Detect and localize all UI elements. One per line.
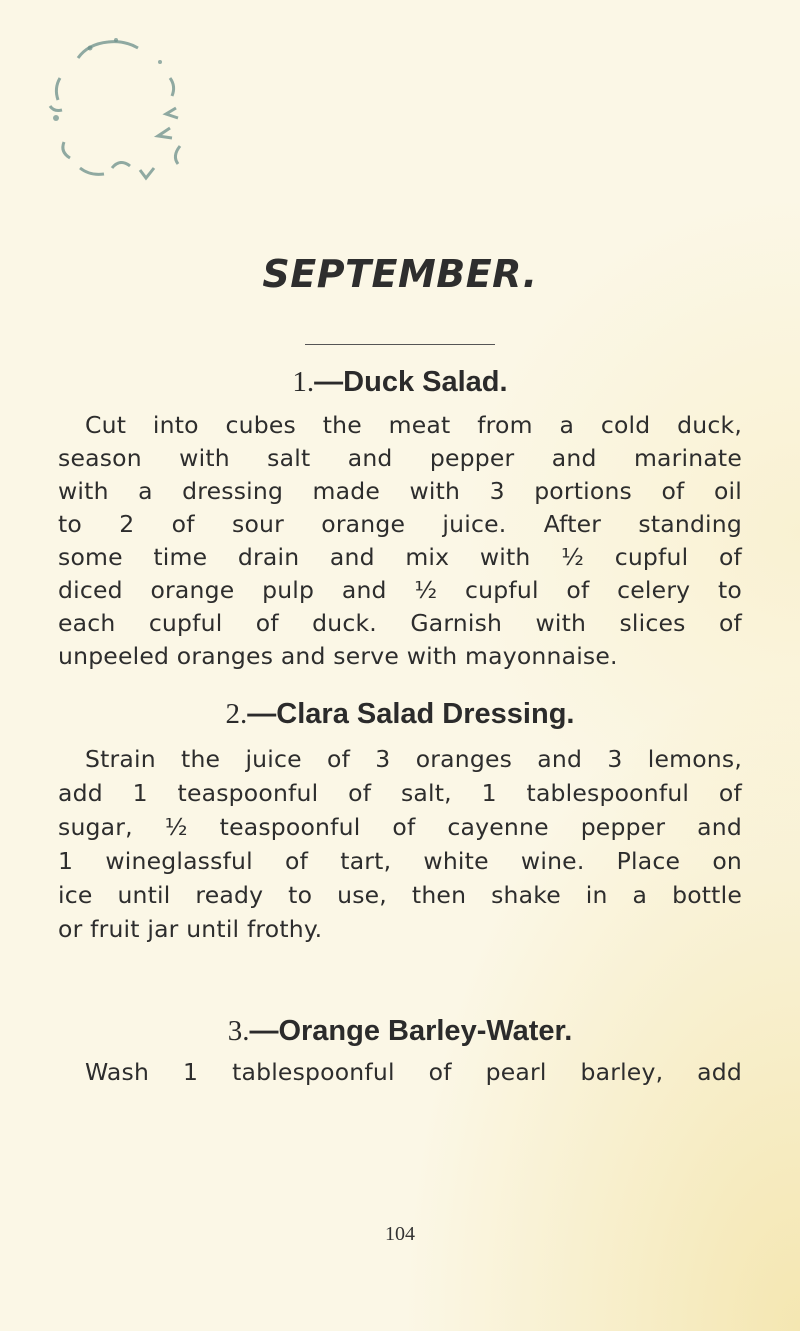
text-line: some time drain and mix with ½ cupful of — [58, 543, 742, 571]
text-line: to 2 of sour orange juice. After standing — [58, 510, 742, 538]
text-line: Wash 1 tablespoonful of pearl barley, add — [85, 1058, 742, 1086]
recipe-number: 3. — [227, 1015, 250, 1047]
text-line: 1 wineglassful of tart, white wine. Place on — [58, 847, 742, 875]
text-line: or fruit jar until frothy. — [58, 915, 323, 943]
text-line: each cupful of duck. Garnish with slices of — [58, 609, 742, 637]
recipe-title — [0, 698, 800, 731]
text-line: unpeeled oranges and serve with mayonnaise. — [58, 642, 618, 670]
recipe-title — [0, 1015, 800, 1048]
recipe-title-text: —Orange Barley-Water. — [249, 1015, 573, 1047]
text-line: sugar, ½ teaspoonful of cayenne pepper and — [58, 813, 742, 841]
heading-rule — [305, 344, 495, 345]
library-stamp-mark — [20, 18, 220, 198]
text-line: with a dressing made with 3 portions of oil — [58, 477, 742, 505]
text-line: add 1 teaspoonful of salt, 1 tablespoonful of — [58, 779, 742, 807]
text-line: diced orange pulp and ½ cupful of celery to — [58, 576, 742, 604]
page-heading: SEPTEMBER. — [262, 252, 538, 296]
recipe-number: 2. — [225, 698, 248, 730]
recipe-title-text: —Duck Salad. — [314, 366, 508, 398]
text-line: Cut into cubes the meat from a cold duck, — [85, 411, 742, 439]
recipe-title-text: —Clara Salad Dressing. — [247, 698, 575, 730]
text-line: Strain the juice of 3 oranges and 3 lemons, — [85, 745, 742, 773]
page-number: 104 — [385, 1223, 415, 1245]
recipe-title — [0, 366, 800, 399]
text-line: ice until ready to use, then shake in a bottle — [58, 881, 742, 909]
text-line: season with salt and pepper and marinate — [58, 444, 742, 472]
recipe-number: 1. — [292, 366, 315, 398]
